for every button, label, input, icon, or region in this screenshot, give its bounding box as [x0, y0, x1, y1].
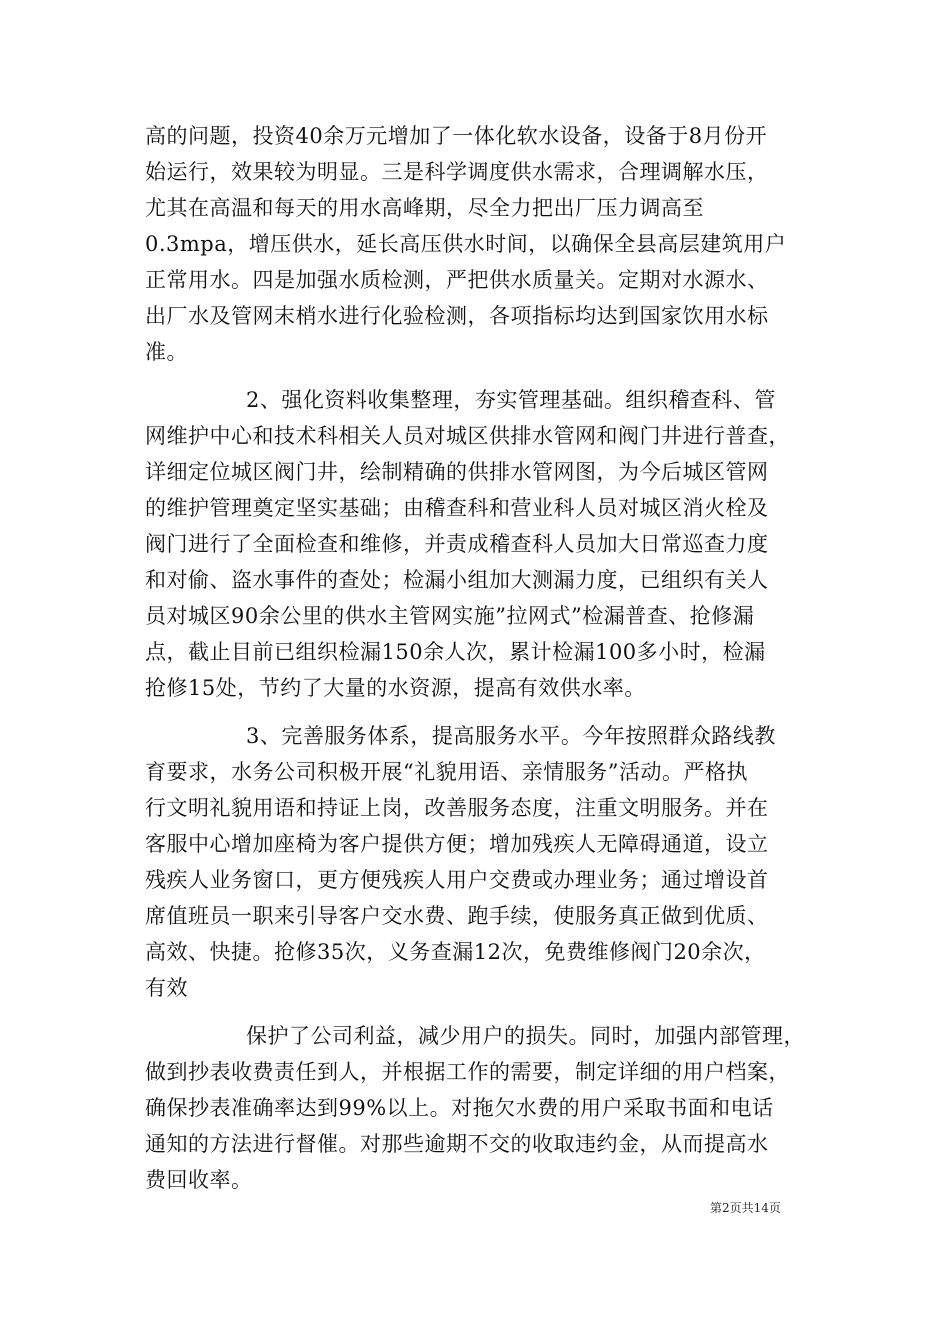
paragraph-3-first-line: 3、完善服务体系，提高服务水平。今年按照群众路线教 — [246, 724, 776, 748]
body-text-line: 高的问题，投资40余万元增加了一体化软水设备，设备于8月份开 — [145, 124, 768, 148]
body-text-line: 员对城区90余公里的供水主管网实施”拉网式”检漏普查、抢修漏 — [145, 604, 755, 628]
body-text-line: 详细定位城区阀门井，绘制精确的供排水管网图，为今后城区管网 — [145, 460, 769, 484]
body-text-line: 0.3mpa，增压供水，延长高压供水时间，以确保全县高层建筑用户 — [145, 232, 787, 256]
body-text-line: 席值班员一职来引导客户交水费、跑手续，使服务真正做到优质、 — [145, 904, 769, 928]
body-text-line: 育要求，水务公司积极开展“礼貌用语、亲情服务”活动。严格执 — [145, 760, 748, 784]
body-text-line: 正常用水。四是加强水质检测，严把供水质量关。定期对水源水、 — [145, 268, 769, 292]
body-text-line: 的维护管理奠定坚实基础；由稽查科和营业科人员对城区消火栓及 — [145, 496, 769, 520]
body-text-line: 残疾人业务窗口，更方便残疾人用户交费或办理业务；通过增设首 — [145, 868, 769, 892]
paragraph-2-first-line: 2、强化资料收集整理，夯实管理基础。组织稽查科、管 — [246, 388, 776, 412]
page-number-footer: 第2页共14页 — [710, 1201, 781, 1215]
body-text-line: 客服中心增加座椅为客户提供方便；增加残疾人无障碍通道，设立 — [145, 832, 769, 856]
body-text-line: 通知的方法进行督催。对那些逾期不交的收取违约金，从而提高水 — [145, 1132, 769, 1156]
body-text-line: 和对偷、盗水事件的查处；检漏小组加大测漏力度，已组织有关人 — [145, 568, 769, 592]
body-text-line: 阀门进行了全面检查和维修，并责成稽查科人员加大日常巡查力度 — [145, 532, 769, 556]
body-text-line: 点，截止目前已组织检漏150余人次，累计检漏100多小时，检漏 — [145, 640, 766, 664]
body-text-line: 做到抄表收费责任到人，并根据工作的需要，制定详细的用户档案， — [145, 1060, 790, 1084]
body-text-line: 有效 — [145, 976, 188, 1000]
body-text-line: 高效、快捷。抢修35次，义务查漏12次，免费维修阀门20余次， — [145, 940, 766, 964]
body-text-line: 网维护中心和技术科相关人员对城区供排水管网和阀门井进行普查， — [145, 424, 790, 448]
body-text-line: 尤其在高温和每天的用水高峰期，尽全力把出厂压力调高至 — [145, 196, 704, 220]
body-text-line: 出厂水及管网末梢水进行化验检测，各项指标均达到国家饮用水标 — [145, 304, 769, 328]
body-text-line: 费回收率。 — [145, 1168, 253, 1192]
body-text-line: 抢修15处，节约了大量的水资源，提高有效供水率。 — [145, 676, 646, 700]
paragraph-4-first-line: 保护了公司利益，减少用户的损失。同时，加强内部管理， — [246, 1024, 805, 1048]
body-text-line: 准。 — [145, 340, 188, 364]
body-text-line: 确保抄表准确率达到99%以上。对拖欠水费的用户采取书面和电话 — [145, 1096, 774, 1120]
body-text-line: 始运行，效果较为明显。三是科学调度供水需求，合理调解水压， — [145, 160, 769, 184]
body-text-line: 行文明礼貌用语和持证上岗，改善服务态度，注重文明服务。并在 — [145, 796, 769, 820]
